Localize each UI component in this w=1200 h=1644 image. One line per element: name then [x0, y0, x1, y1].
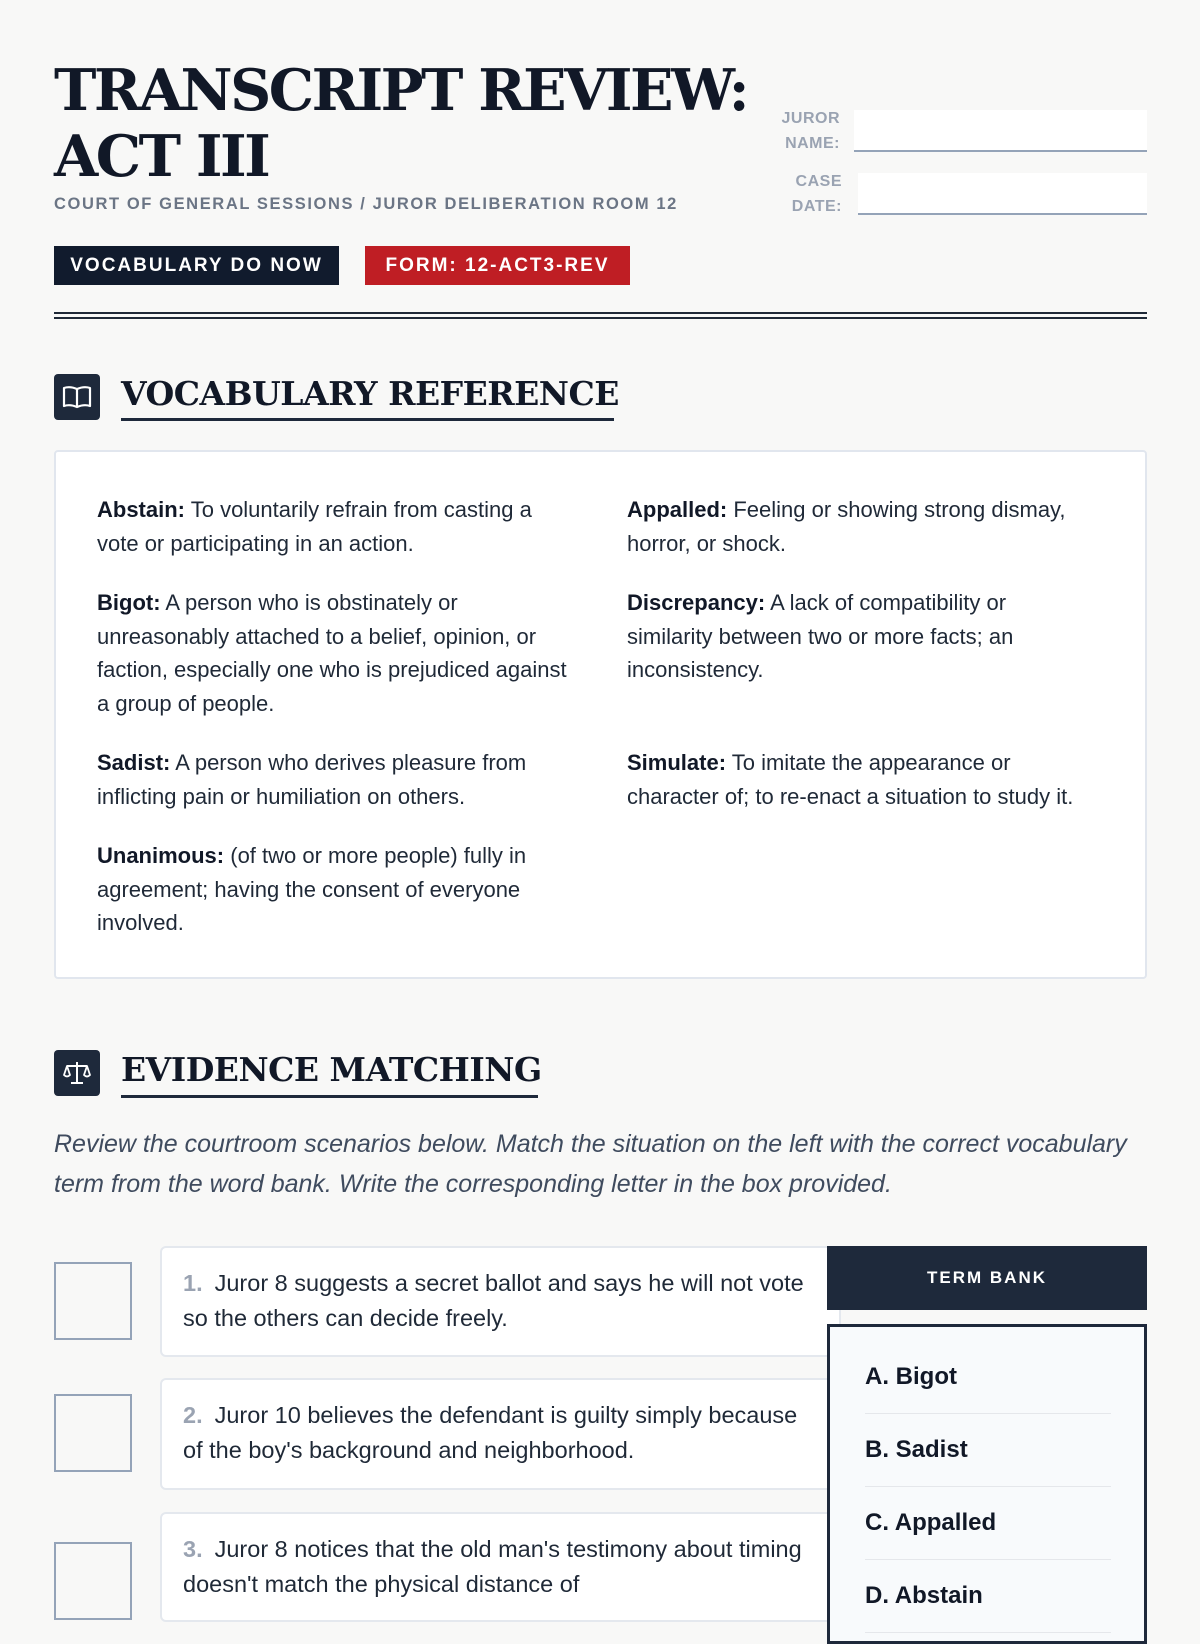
- term-bank-item: C. Appalled: [865, 1487, 1111, 1560]
- evidence-title-underline: [121, 1095, 538, 1098]
- scenario-text: Juror 8 notices that the old man's testimony about timing doesn't match the physical distance of: [183, 1536, 802, 1597]
- term-bank-item: A. Bigot: [865, 1341, 1111, 1414]
- answer-box-2[interactable]: [54, 1394, 132, 1472]
- scales-icon: [54, 1050, 100, 1096]
- case-date-input[interactable]: [858, 173, 1147, 215]
- case-date-label: CASE DATE:: [791, 173, 842, 215]
- scenario-number: 2.: [183, 1402, 203, 1428]
- case-date-field: [780, 169, 1147, 219]
- page-title: [54, 58, 754, 190]
- definition-simulate: Simulate: To imitate the appearance or character of; to re-enact a situation to study it.: [627, 750, 1074, 809]
- juror-name-field: [780, 106, 1147, 156]
- book-icon: [54, 374, 100, 420]
- vocabulary-do-now-badge: VOCABULARY DO NOW: [54, 246, 339, 285]
- term-bank-item: D. Abstain: [865, 1560, 1111, 1633]
- scenario-number: 3.: [183, 1536, 203, 1562]
- header-divider-top: [54, 312, 1147, 314]
- title-line-1: TRANSCRIPT REVIEW:: [54, 57, 748, 124]
- term-bank-item: B. Sadist: [865, 1414, 1111, 1487]
- scenario-card-1: [160, 1246, 841, 1357]
- term-bank-list: [827, 1324, 1147, 1644]
- evidence-matching-title: EVIDENCE MATCHING: [121, 1050, 542, 1089]
- juror-name-input[interactable]: [854, 110, 1147, 152]
- definition-discrepancy: Discrepancy: A lack of compatibility or similarity between two or more facts; an inconsistency.: [627, 590, 1014, 682]
- definition-abstain: Abstain: To voluntarily refrain from casting a vote or participating in an action.: [97, 497, 532, 556]
- scenario-card-2: [160, 1378, 841, 1490]
- juror-name-label: JUROR NAME:: [781, 110, 840, 152]
- form-id-badge: FORM: 12-ACT3-REV: [365, 246, 630, 285]
- vocabulary-box: [54, 450, 1147, 979]
- answer-box-1[interactable]: [54, 1262, 132, 1340]
- matching-instructions: Review the courtroom scenarios below. Match the situation on the left with the correct vocabulary term from the word bank. Write the corresponding letter in the box provided.: [54, 1130, 1127, 1198]
- scenario-card-3: [160, 1512, 841, 1622]
- definition-bigot: Bigot: A person who is obstinately or unreasonably attached to a belief, opinion, or faction, especially one who is prejudiced against a group of people.: [97, 590, 567, 716]
- scenario-text: Juror 8 suggests a secret ballot and says he will not vote so the others can decide freely.: [183, 1270, 804, 1331]
- scenario-text: Juror 10 believes the defendant is guilty simply because of the boy's background and neighborhood.: [183, 1402, 798, 1463]
- header-divider-bottom: [54, 317, 1147, 319]
- page-subtitle: COURT OF GENERAL SESSIONS / JUROR DELIBERATION ROOM 12: [54, 195, 678, 213]
- title-line-2: ACT III: [54, 123, 269, 190]
- worksheet-page: [54, 0, 1147, 1609]
- definition-unanimous: Unanimous: (of two or more people) fully in agreement; having the consent of everyone involved.: [97, 843, 527, 935]
- definition-appalled: Appalled: Feeling or showing strong dismay, horror, or shock.: [627, 497, 1066, 556]
- vocabulary-reference-title: VOCABULARY REFERENCE: [121, 374, 619, 413]
- answer-box-3[interactable]: [54, 1542, 132, 1620]
- term-bank-header: TERM BANK: [827, 1246, 1147, 1310]
- scenario-number: 1.: [183, 1270, 203, 1296]
- definition-sadist: Sadist: A person who derives pleasure from inflicting pain or humiliation on others.: [97, 750, 527, 809]
- vocabulary-title-underline: [121, 418, 614, 421]
